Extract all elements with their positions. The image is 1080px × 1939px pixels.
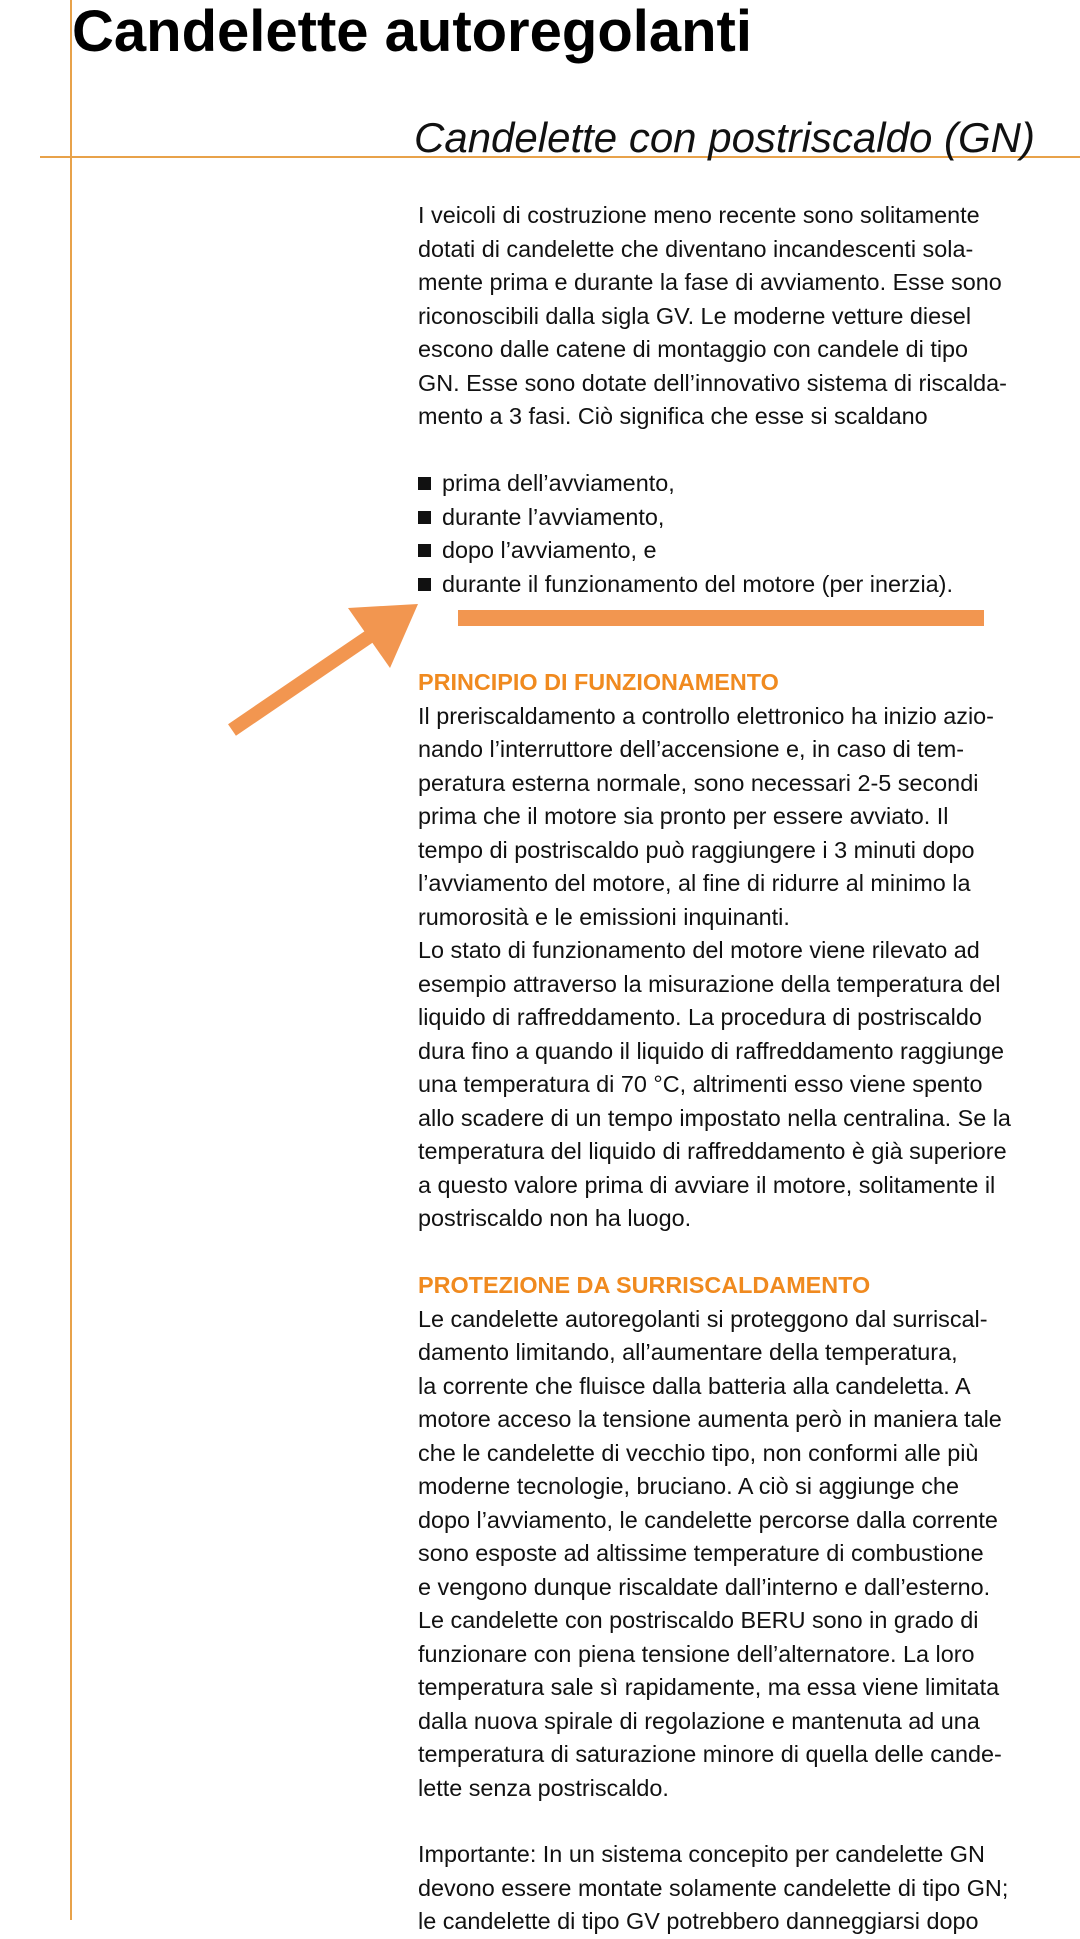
text-line: allo scadere di un tempo impostato nella centralina. Se la — [418, 1104, 1011, 1131]
list-item-text: durante l’avviamento, — [442, 503, 665, 530]
list-item-text: prima dell’avviamento, — [442, 470, 675, 496]
text-line: che le candelette di vecchio tipo, non conformi alle più — [418, 1439, 979, 1466]
text-line: liquido di raffreddamento. La procedura di postriscaldo — [418, 1004, 982, 1030]
text-line: le candelette di tipo GV potrebbero danneggiarsi dopo — [418, 1908, 979, 1934]
text-line: riconoscibili dalla sigla GV. Le moderne vetture diesel — [418, 302, 972, 329]
text-line: Il preriscaldamento a controllo elettronico ha inizio azio- — [418, 702, 994, 729]
text-line: funzionare con piena tensione dell’alternatore. La loro — [418, 1640, 975, 1667]
text-line: a questo valore prima di avviare il motore, solitamente il — [418, 1171, 996, 1198]
text-line: mento a 3 fasi. Ciò significa che esse si scaldano — [418, 403, 928, 429]
text-line: I veicoli di costruzione meno recente sono solitamente — [418, 202, 980, 228]
list-item-text: durante il funzionamento del motore (per inerzia). — [442, 570, 953, 597]
text-line: devono essere montate solamente candelette di tipo GN; — [418, 1874, 1009, 1901]
text-line: temperatura sale sì rapidamente, ma essa viene limitata — [418, 1674, 1000, 1700]
section-subtitle: Candelette con postriscaldo (GN) — [414, 114, 1035, 161]
list-item — [418, 501, 1078, 535]
text-line: una temperatura di 70 °C, altrimenti esso viene spento — [418, 1071, 983, 1097]
text-line: peratura esterna normale, sono necessari 2-5 secondi — [418, 769, 979, 796]
highlight-bar — [458, 610, 984, 626]
list-item — [418, 568, 1078, 602]
text-line: dalla nuova spirale di regolazione e mantenuta ad una — [418, 1707, 980, 1734]
annotation-arrow-icon — [220, 596, 430, 746]
page-title: Candelette autoregolanti — [72, 0, 752, 64]
square-bullet-icon — [418, 477, 431, 490]
text-line: dopo l’avviamento, le candelette percorse dalla corrente — [418, 1506, 998, 1533]
text-line: Lo stato di funzionamento del motore viene rilevato ad — [418, 937, 980, 963]
text-line: GN. Esse sono dotate dell’innovativo sistema di riscalda- — [418, 369, 1007, 396]
text-line: mente prima e durante la fase di avviamento. Esse sono — [418, 269, 1002, 295]
text-line: dotati di candelette che diventano incandescenti sola- — [418, 235, 974, 262]
section-heading: PRINCIPIO DI FUNZIONAMENTO — [418, 669, 779, 695]
text-line: esempio attraverso la misurazione della temperatura del — [418, 970, 1001, 997]
text-line: e vengono dunque riscaldate dall’interno e dall’esterno. — [418, 1573, 991, 1600]
square-bullet-icon — [418, 578, 431, 591]
text-line: rumorosità e le emissioni inquinanti. — [418, 903, 790, 930]
text-line: moderne tecnologie, bruciano. A ciò si aggiunge che — [418, 1473, 959, 1499]
text-line: Importante: In un sistema concepito per candelette GN — [418, 1841, 985, 1867]
bullet-list — [418, 467, 1078, 601]
section-principle — [418, 666, 1078, 1236]
text-line: temperatura del liquido di raffreddamento è già superiore — [418, 1138, 1007, 1164]
text-line: l’avviamento del motore, al fine di ridurre al minimo la — [418, 870, 971, 896]
text-line: postriscaldo non ha luogo. — [418, 1205, 692, 1231]
section-heading: PROTEZIONE DA SURRISCALDAMENTO — [418, 1272, 871, 1298]
section-protection — [418, 1269, 1078, 1805]
text-line: lette senza postriscaldo. — [418, 1774, 669, 1801]
text-line: damento limitando, all’aumentare della temperatura, — [418, 1339, 958, 1365]
text-line: motore acceso la tensione aumenta però in maniera tale — [418, 1406, 1002, 1432]
text-line: Le candelette con postriscaldo BERU sono in grado di — [418, 1607, 979, 1633]
intro-paragraph — [418, 199, 1078, 434]
text-line: escono dalle catene di montaggio con candele di tipo — [418, 336, 969, 362]
text-line: temperatura di saturazione minore di quella delle cande- — [418, 1741, 1002, 1767]
text-line: la corrente che fluisce dalla batteria alla candeletta. A — [418, 1372, 971, 1399]
important-note — [418, 1838, 1078, 1939]
text-line: sono esposte ad altissime temperature di combustione — [418, 1540, 984, 1566]
square-bullet-icon — [418, 544, 431, 557]
text-line: tempo di postriscaldo può raggiungere i 3 minuti dopo — [418, 836, 975, 863]
list-item-text: dopo l’avviamento, e — [442, 537, 657, 563]
list-item — [418, 467, 1078, 501]
text-line: Le candelette autoregolanti si proteggono dal surriscal- — [418, 1305, 988, 1332]
page-margin-rule — [70, 0, 72, 1920]
text-line: nando l’interruttore dell’accensione e, in caso di tem- — [418, 736, 965, 762]
square-bullet-icon — [418, 511, 431, 524]
text-line: dura fino a quando il liquido di raffreddamento raggiunge — [418, 1037, 1005, 1064]
list-item — [418, 534, 1078, 568]
text-line: prima che il motore sia pronto per essere avviato. Il — [418, 803, 949, 829]
